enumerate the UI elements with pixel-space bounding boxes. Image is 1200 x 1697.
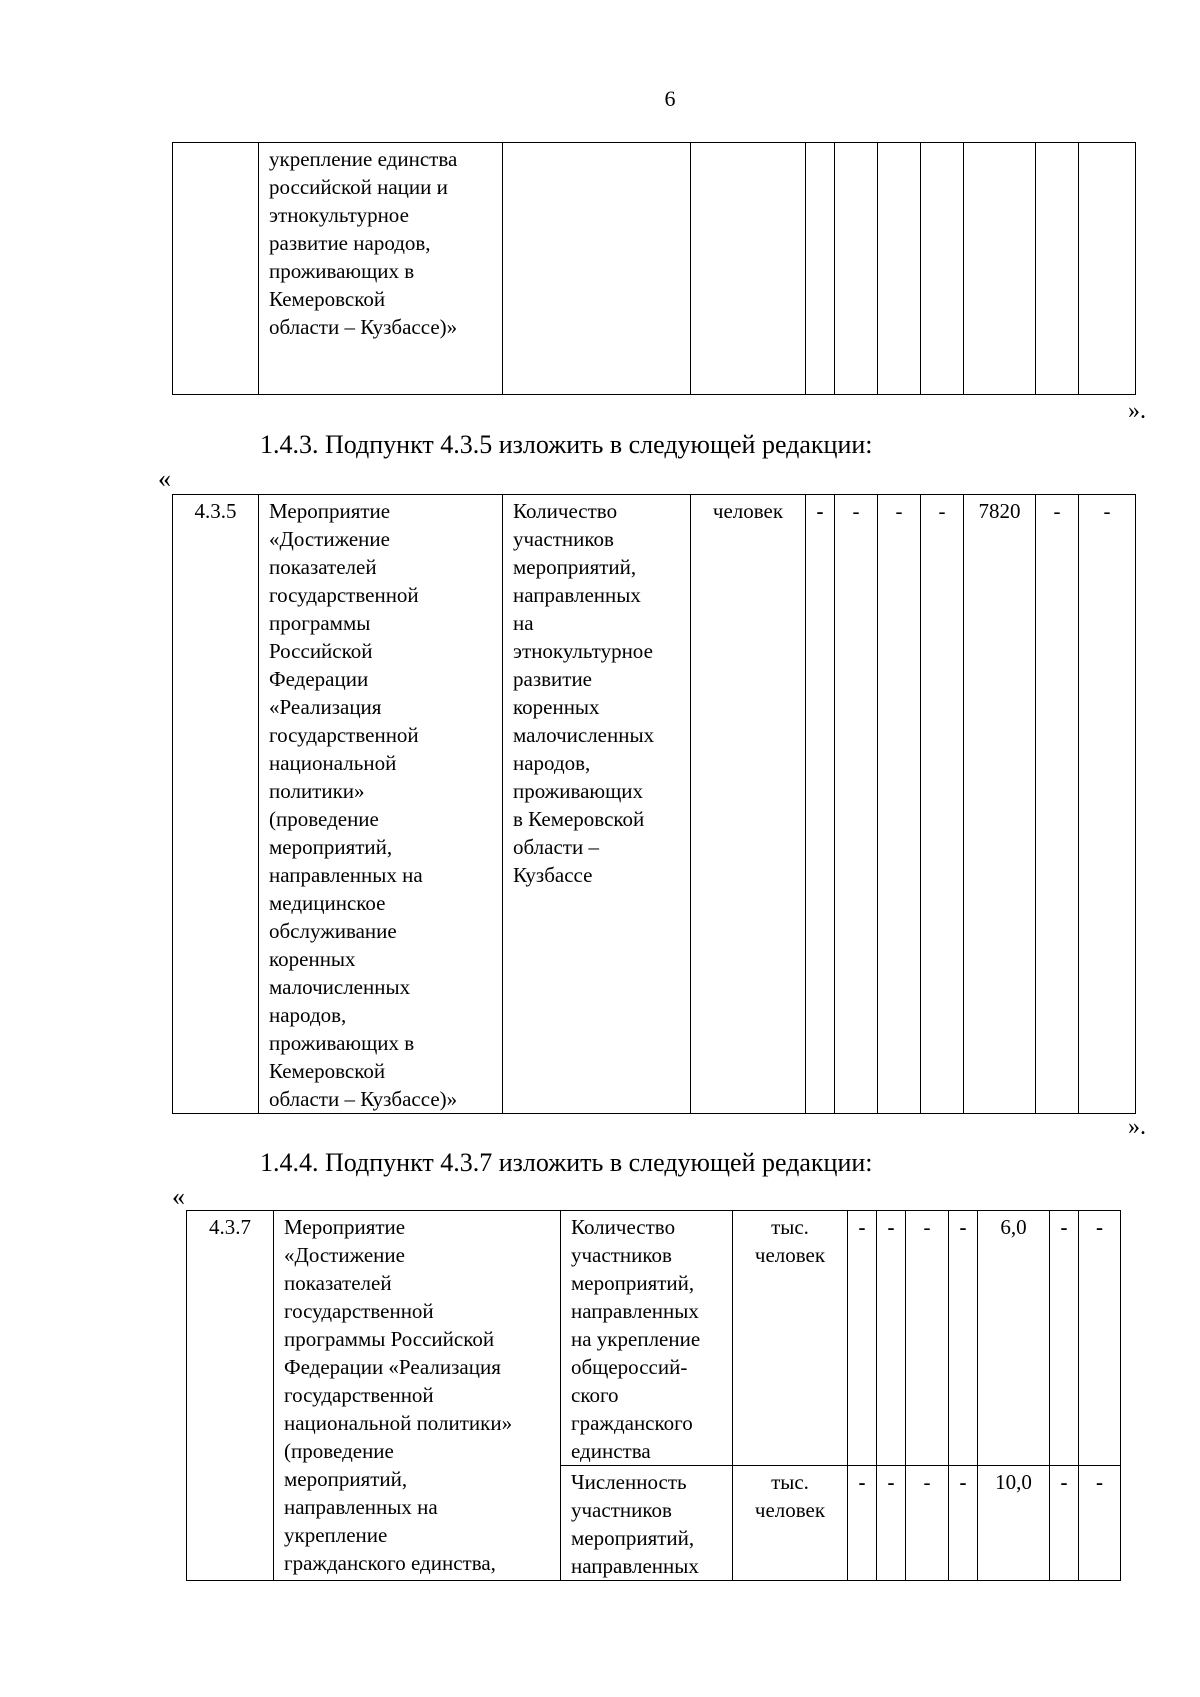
value-cell: 7820 (964, 495, 1036, 1114)
measure-cell: Мероприятие «Достижение показателей государственной программы Российской Федерации «Реализация государственной национальной политики» (проведение мероприятий, направленных на укрепление гражданского единства, (284, 1215, 513, 1575)
value-cell: - (835, 495, 878, 1114)
indicator-table-continuation (172, 142, 1136, 395)
value-cell: - (906, 1211, 949, 1466)
indicator-cell: Количество участников мероприятий, направленных на этнокультурное развитие коренных малочисленных народов, проживающих в Кемеровской области – Кузбассе (513, 499, 655, 887)
row-number-cell (173, 143, 259, 395)
value-cell: - (878, 495, 921, 1114)
value-cell: - (877, 1211, 906, 1466)
page-number: 6 (664, 86, 676, 111)
section-heading-144: 1.4.4. Подпункт 4.3.7 изложить в следующей редакции: (260, 1148, 873, 1177)
value-cell (835, 143, 878, 395)
value-cell: 6,0 (978, 1211, 1050, 1466)
row-number-cell: 4.3.7 (187, 1211, 274, 1581)
value-cell: - (921, 495, 964, 1114)
value-cell (1036, 143, 1079, 395)
unit-cell: тыс. человек (754, 1215, 826, 1267)
closing-quote-mark: ». (1128, 1114, 1146, 1140)
value-cell: - (1079, 495, 1136, 1114)
indicator-table-437 (186, 1210, 1121, 1581)
value-cell: - (877, 1466, 906, 1581)
unit-cell: человек (691, 495, 806, 1114)
indicator-cell: Количество участников мероприятий, направленных на укрепление общероссий- ского гражданского единства (571, 1215, 701, 1463)
row-number-cell: 4.3.5 (173, 495, 259, 1114)
value-cell: - (949, 1466, 978, 1581)
indicator-cell: Численность участников мероприятий, направленных (571, 1470, 699, 1578)
value-cell: - (848, 1466, 877, 1581)
value-cell: - (1079, 1211, 1121, 1466)
value-cell: 10,0 (978, 1466, 1050, 1581)
section-heading-143: 1.4.3. Подпункт 4.3.5 изложить в следующей редакции: (260, 430, 873, 459)
value-cell: - (1079, 1466, 1121, 1581)
value-cell (1079, 143, 1136, 395)
value-cell (878, 143, 921, 395)
value-cell (921, 143, 964, 395)
table-row (173, 143, 1136, 395)
value-cell (806, 143, 835, 395)
unit-cell (691, 143, 806, 395)
value-cell (964, 143, 1036, 395)
value-cell: - (949, 1211, 978, 1466)
value-cell: - (806, 495, 835, 1114)
table-row (173, 495, 1136, 1114)
table-row (187, 1211, 1121, 1466)
opening-quote-mark: « (172, 1182, 185, 1211)
value-cell: - (1036, 495, 1079, 1114)
measure-cell: укрепление единства российской нации и этнокультурное развитие народов, проживающих в Кемеровской области – Кузбассе)» (269, 147, 458, 339)
measure-cell: Мероприятие «Достижение показателей государственной программы Российской Федерации «Реализация государственной национальной политики» (проведение мероприятий, направленных на медицинское обслуживание коренных малочисленных народов, проживающих в Кемеровской области – Кузбассе)» (269, 499, 458, 1111)
value-cell: - (848, 1211, 877, 1466)
opening-quote-mark: « (158, 464, 171, 493)
indicator-table-435 (172, 494, 1136, 1114)
value-cell: - (1050, 1466, 1079, 1581)
indicator-cell (503, 143, 691, 395)
value-cell: - (906, 1466, 949, 1581)
closing-quote-mark: ». (1128, 398, 1146, 424)
value-cell: - (1050, 1211, 1079, 1466)
unit-cell: тыс. человек (754, 1470, 826, 1522)
